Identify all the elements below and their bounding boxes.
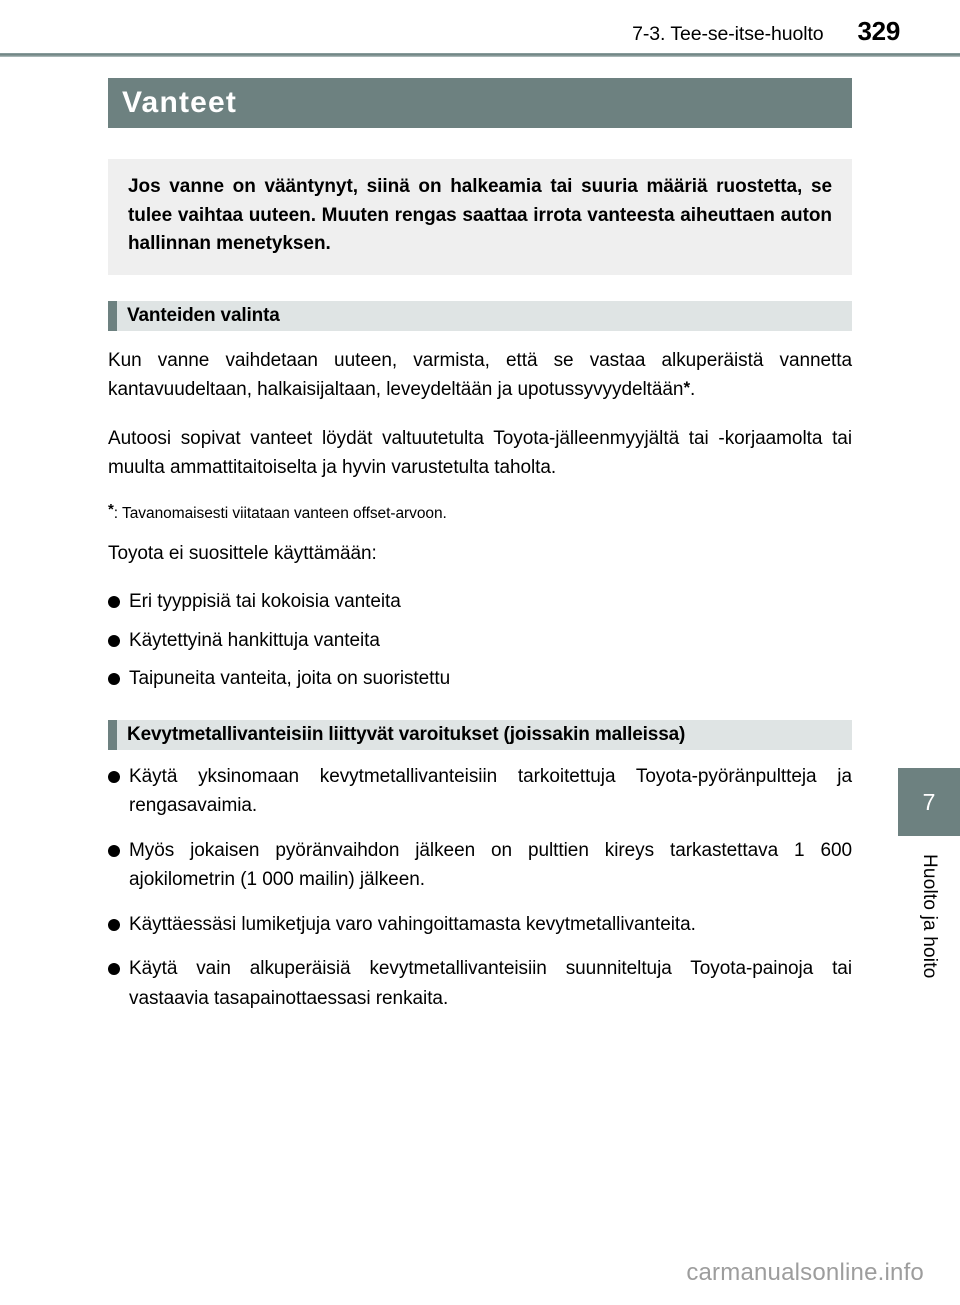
list-item-label: Käytettyinä hankittuja vanteita <box>129 629 380 651</box>
footnote-star-icon: * <box>108 500 114 518</box>
chapter-tab-label: Huolto ja hoito <box>919 854 940 979</box>
bullet-dot-icon <box>108 673 120 685</box>
section-header-label: Vanteiden valinta <box>127 304 280 326</box>
paragraph-wheel-replacement <box>108 346 852 405</box>
warning-box <box>108 159 852 275</box>
footnote-text: : Tavanomaisesti viitataan vanteen offset-arvoon. <box>113 504 447 522</box>
list-item <box>108 587 852 617</box>
list-item <box>108 664 852 694</box>
footnote-marker-icon: * <box>683 378 691 397</box>
list-item-label: Taipuneita vanteita, joita on suoristettu <box>129 668 451 689</box>
section-header-alloy-wheel-warnings <box>108 720 852 750</box>
footer-watermark: carmanualsonline.info <box>686 1259 924 1286</box>
main-content-column <box>108 0 852 1013</box>
list-item-label: Käytä yksinomaan kevytmetallivanteisiin tarkoitettuja Toyota-pyöränpultteja ja rengasavaimia. <box>129 765 852 816</box>
footnote-offset <box>108 502 852 525</box>
bullet-dot-icon <box>108 919 120 931</box>
list-item <box>108 626 852 656</box>
list-item-label: Käytä vain alkuperäisiä kevytmetallivanteisiin suunniteltuja Toyota-painoja tai vastaavia tasapainottaessasi renkaita. <box>129 958 852 1009</box>
chapter-tab-number: 7 <box>922 788 936 815</box>
bullet-dot-icon <box>108 596 120 608</box>
paragraph-not-recommended <box>108 539 852 569</box>
paragraph-text: Autoosi sopivat vanteet löydät valtuutetulta Toyota-jälleenmyyjältä tai -korjaamolta tai muulta ammattitaitoiselta ja hyvin varustetulta taholta. <box>108 427 852 478</box>
paragraph-suffix: . <box>690 379 696 400</box>
paragraph-dealer-info <box>108 424 852 483</box>
paragraph-text: Kun vanne vaihdetaan uuteen, varmista, että se vastaa alkuperäistä vannetta kantavuudeltaan, halkaisijaltaan, leveydeltään ja upotussyvyydeltään <box>108 349 852 400</box>
bullet-dot-icon <box>108 635 120 647</box>
section-header-wheel-selection <box>108 301 852 331</box>
warning-text: Jos vanne on vääntynyt, siinä on halkeamia tai suuria määriä ruostetta, se tulee vaihtaa uuteen. Muuten rengas saattaa irrota vanteesta aiheuttaen auton hallinnan menetyksen. <box>128 176 832 254</box>
paragraph-text: Toyota ei suosittele käyttämään: <box>108 542 377 564</box>
list-item-label: Myös jokaisen pyöränvaihdon jälkeen on pulttien kireys tarkastettava 1 600 ajokilometrin (1 000 mailin) jälkeen. <box>129 839 852 890</box>
page-title-bar <box>108 78 852 128</box>
section-header-label: Kevytmetallivanteisiin liittyvät varoitukset (joissakin malleissa) <box>127 723 686 745</box>
page-number: 329 <box>857 16 900 46</box>
list-item <box>108 910 852 940</box>
list-item-label: Käyttäessäsi lumiketjuja varo vahingoittamasta kevytmetallivanteita. <box>129 913 696 935</box>
chapter-tab-marker <box>898 768 960 836</box>
page-title: Vanteet <box>122 86 238 119</box>
bullet-dot-icon <box>108 771 120 783</box>
list-item <box>108 954 852 1013</box>
list-item <box>108 762 852 821</box>
bullet-list-alloy-warnings <box>108 762 852 1014</box>
header-section-label: 7-3. Tee-se-itse-huolto <box>632 23 824 45</box>
list-item-label: Eri tyyppisiä tai kokoisia vanteita <box>129 591 401 612</box>
bullet-list-not-recommended <box>108 587 852 694</box>
chapter-tab-label-wrap <box>898 848 960 1068</box>
list-item <box>108 836 852 895</box>
bullet-dot-icon <box>108 845 120 857</box>
bullet-dot-icon <box>108 963 120 975</box>
